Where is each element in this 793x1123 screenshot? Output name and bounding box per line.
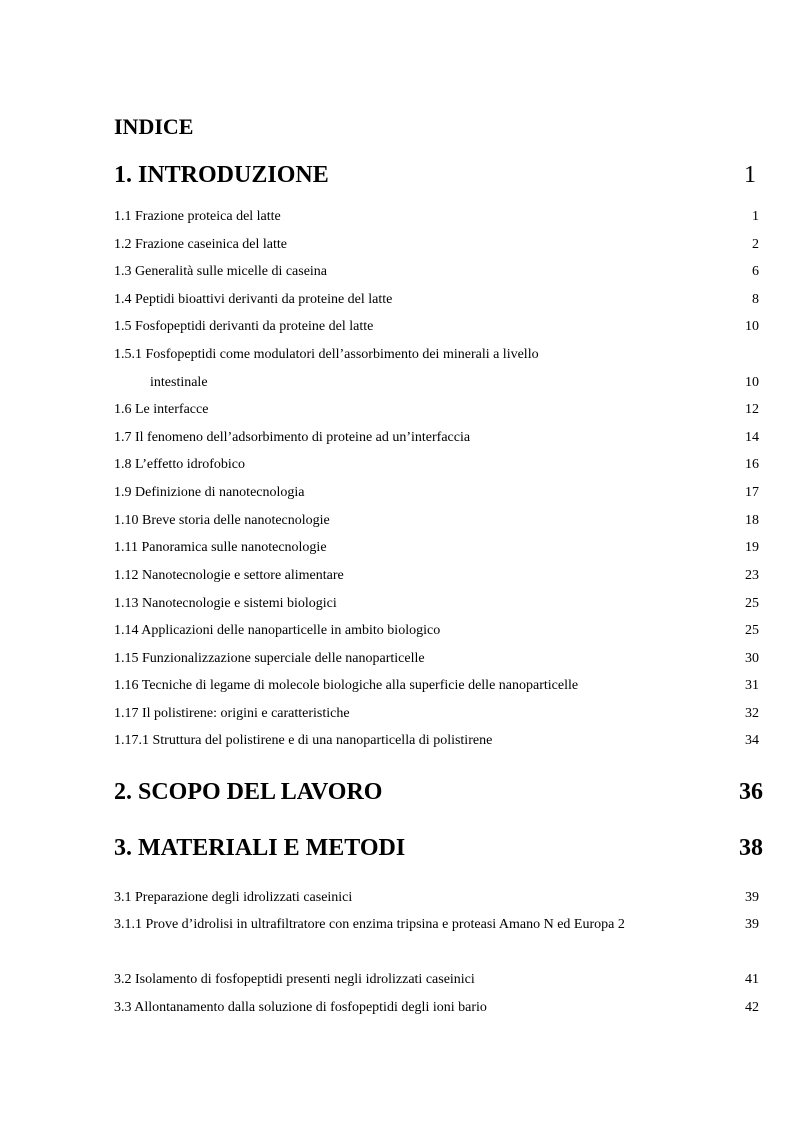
toc-entry-label: 3.1 Preparazione degli idrolizzati caseinici (114, 890, 353, 905)
toc-entry[interactable] (114, 347, 759, 363)
toc-entry-page: 30 (745, 651, 759, 666)
toc-entry-continuation[interactable] (150, 375, 759, 391)
toc-entry-page: 19 (745, 540, 759, 555)
toc-entry-page: 14 (745, 430, 759, 445)
toc-entry[interactable] (114, 319, 759, 335)
toc-entry-label: 1.3 Generalità sulle micelle di caseina (114, 264, 328, 279)
toc-entry-page: 25 (745, 596, 759, 611)
toc-entry-label: 1.12 Nanotecnologie e settore alimentare (114, 568, 344, 583)
toc-entry-page: 41 (745, 972, 759, 987)
toc-entry-page: 8 (752, 292, 759, 307)
toc-chapter-page: 1 (744, 162, 756, 188)
toc-entry-page: 34 (745, 733, 759, 748)
toc-entry-page: 42 (745, 1000, 759, 1015)
toc-entry[interactable] (114, 568, 759, 584)
toc-entry-page: 1 (752, 209, 759, 224)
toc-entry[interactable] (114, 596, 759, 612)
toc-entry[interactable] (114, 457, 759, 473)
toc-entry-label: 1.5.1 Fosfopeptidi come modulatori dell’assorbimento dei minerali a livello (114, 347, 539, 362)
toc-entry-label: 1.13 Nanotecnologie e sistemi biologici (114, 596, 337, 611)
toc-entry-label: 1.15 Funzionalizzazione superciale delle nanoparticelle (114, 651, 425, 666)
toc-entry-label: 1.4 Peptidi bioattivi derivanti da proteine del latte (114, 292, 393, 307)
toc-entry[interactable] (114, 485, 759, 501)
toc-entry-label: 1.17.1 Struttura del polistirene e di una nanoparticella di polistirene (114, 733, 493, 748)
toc-entry[interactable] (114, 733, 759, 749)
toc-entry-page: 18 (745, 513, 759, 528)
toc-entry[interactable] (114, 264, 759, 280)
toc-entry[interactable] (114, 917, 759, 933)
toc-entry-label: 1.9 Definizione di nanotecnologia (114, 485, 305, 500)
toc-entry-label: 1.5 Fosfopeptidi derivanti da proteine del latte (114, 319, 374, 334)
toc-entry[interactable] (114, 678, 759, 694)
toc-entry-page: 39 (745, 917, 759, 932)
toc-entry-page: 25 (745, 623, 759, 638)
toc-entry[interactable] (114, 209, 759, 225)
toc-entry[interactable] (114, 430, 759, 446)
toc-entry[interactable] (114, 890, 759, 906)
toc-chapter[interactable] (114, 779, 763, 806)
toc-entry-page: 31 (745, 678, 759, 693)
toc-entry-page: 32 (745, 706, 759, 721)
toc-entry-label: 1.2 Frazione caseinica del latte (114, 237, 287, 252)
toc-entry[interactable] (114, 972, 759, 988)
toc-entry[interactable] (114, 292, 759, 308)
toc-chapter-label: 2. SCOPO DEL LAVORO (114, 779, 383, 805)
toc-entry[interactable] (114, 513, 759, 529)
toc-entry-label: 1.8 L’effetto idrofobico (114, 457, 246, 472)
toc-entry-label: 1.7 Il fenomeno dell’adsorbimento di proteine ad un’interfaccia (114, 430, 471, 445)
toc-entry-label: 1.1 Frazione proteica del latte (114, 209, 281, 224)
toc-chapter[interactable] (114, 162, 756, 189)
toc-entry-label: 1.11 Panoramica sulle nanotecnologie (114, 540, 327, 555)
toc-entry-label: 3.2 Isolamento di fosfopeptidi presenti negli idrolizzati caseinici (114, 972, 475, 987)
toc-entry-label: intestinale (150, 375, 208, 390)
toc-entry[interactable] (114, 540, 759, 556)
toc-entry-page: 10 (745, 375, 759, 390)
toc-entry[interactable] (114, 651, 759, 667)
toc-entry-label: 3.3 Allontanamento dalla soluzione di fosfopeptidi degli ioni bario (114, 1000, 487, 1015)
index-heading: INDICE (114, 114, 194, 139)
toc-chapter-page: 36 (739, 779, 763, 805)
toc-entry-label: 1.16 Tecniche di legame di molecole biologiche alla superficie delle nanoparticelle (114, 678, 579, 693)
toc-entry-page: 6 (752, 264, 759, 279)
toc-entry[interactable] (114, 1000, 759, 1016)
toc-entry-page: 17 (745, 485, 759, 500)
toc-entry-label: 3.1.1 Prove d’idrolisi in ultrafiltratore con enzima tripsina e proteasi Amano N ed Europa 2 (114, 917, 625, 932)
toc-chapter-label: 3. MATERIALI E METODI (114, 835, 406, 861)
toc-entry[interactable] (114, 237, 759, 253)
toc-entry-label: 1.6 Le interfacce (114, 402, 209, 417)
toc-chapter[interactable] (114, 835, 763, 862)
toc-entry-label: 1.10 Breve storia delle nanotecnologie (114, 513, 330, 528)
toc-entry-page: 2 (752, 237, 759, 252)
toc-entry[interactable] (114, 623, 759, 639)
toc-entry-label: 1.14 Applicazioni delle nanoparticelle in ambito biologico (114, 623, 441, 638)
toc-entry-page: 39 (745, 890, 759, 905)
toc-entry[interactable] (114, 402, 759, 418)
toc-chapter-page: 38 (739, 835, 763, 861)
toc-entry-page: 16 (745, 457, 759, 472)
toc-entry-label: 1.17 Il polistirene: origini e caratteristiche (114, 706, 350, 721)
toc-chapter-label: 1. INTRODUZIONE (114, 162, 329, 188)
toc-entry-page: 23 (745, 568, 759, 583)
toc-entry-page: 12 (745, 402, 759, 417)
toc-entry[interactable] (114, 706, 759, 722)
toc-entry-page: 10 (745, 319, 759, 334)
